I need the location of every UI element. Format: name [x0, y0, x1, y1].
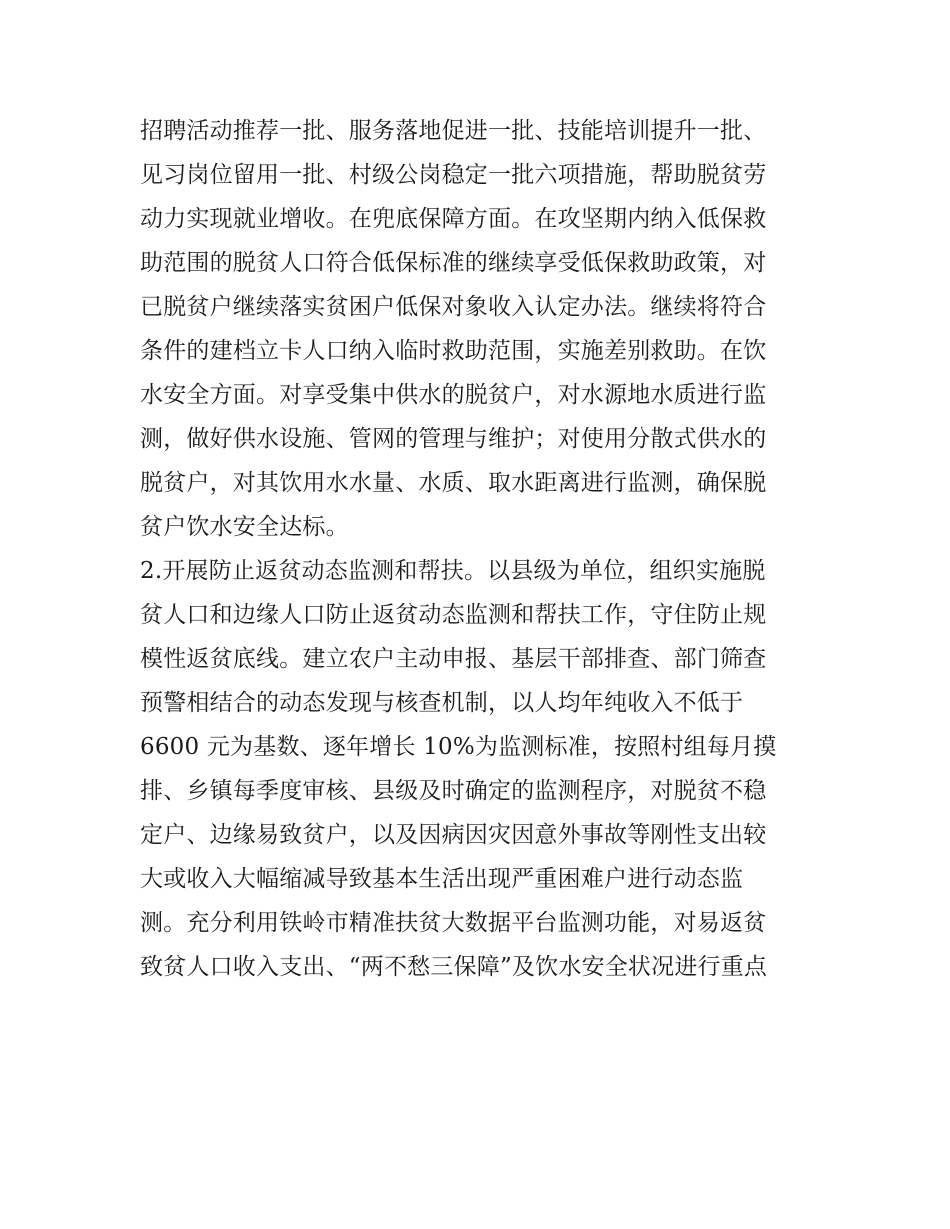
section-heading-line: 2.开展防止返贫动态监测和帮扶。以县级为单位，组织实施脱 [140, 558, 766, 584]
text-line: 模性返贫底线。建立农户主动申报、基层干部排查、部门筛查 [140, 646, 767, 672]
text-line: 条件的建档立卡人口纳入临时救助范围，实施差别救助。在饮 [140, 338, 767, 364]
text-line: 已脱贫户继续落实贫困户低保对象收入认定办法。继续将符合 [140, 294, 767, 320]
text-line: 水安全方面。对享受集中供水的脱贫户，对水源地水质进行监 [140, 382, 767, 408]
text-line: 贫户饮水安全达标。 [140, 514, 349, 540]
text-line: 大或收入大幅缩减导致基本生活出现严重困难户进行动态监 [140, 866, 744, 892]
text-line: 致贫人口收入支出、“两不愁三保障”及饮水安全状况进行重点 [140, 954, 768, 980]
text-line: 助范围的脱贫人口符合低保标准的继续享受低保救助政策，对 [140, 250, 767, 276]
text-line: 预警相结合的动态发现与核查机制，以人均年纯收入不低于 [140, 690, 744, 716]
text-line: 见习岗位留用一批、村级公岗稳定一批六项措施，帮助脱贫劳 [140, 162, 767, 188]
text-line: 贫人口和边缘人口防止返贫动态监测和帮扶工作，守住防止规 [140, 602, 767, 628]
text-line: 排、乡镇每季度审核、县级及时确定的监测程序，对脱贫不稳 [140, 778, 767, 804]
text-line: 招聘活动推荐一批、服务落地促进一批、技能培训提升一批、 [140, 118, 767, 144]
text-line: 定户、边缘易致贫户，以及因病因灾因意外事故等刚性支出较 [140, 822, 767, 848]
text-line: 脱贫户，对其饮用水水量、水质、取水距离进行监测，确保脱 [140, 470, 767, 496]
document-body [140, 109, 812, 989]
text-line: 测。充分利用铁岭市精准扶贫大数据平台监测功能，对易返贫 [140, 910, 767, 936]
text-line: 动力实现就业增收。在兜底保障方面。在攻坚期内纳入低保救 [140, 206, 767, 232]
text-line: 测，做好供水设施、管网的管理与维护；对使用分散式供水的 [140, 426, 767, 452]
text-line: 6600 元为基数、逐年增长 10%为监测标准，按照村组每月摸 [140, 734, 777, 760]
